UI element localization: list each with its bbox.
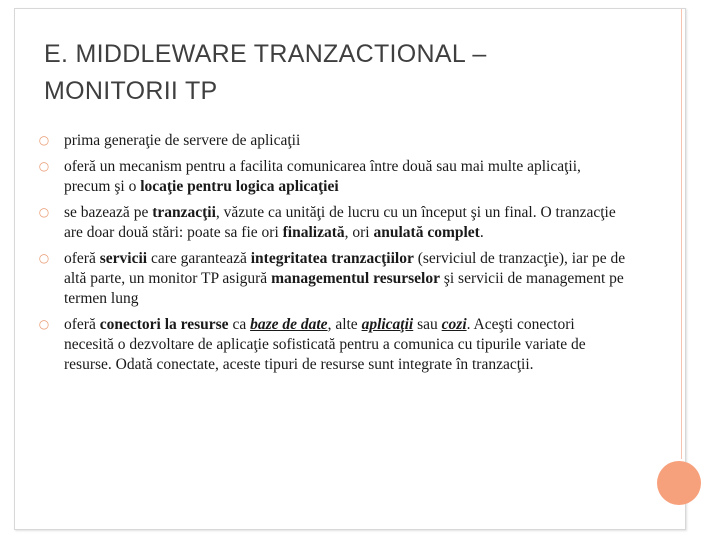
bullet-text-segment: cozi	[441, 316, 467, 333]
bullet-text-segment: finalizată	[282, 224, 345, 241]
accent-vertical-line	[681, 9, 682, 459]
bullet-text-segment: , văzute ca unităţi de lucru cu un început şi un final. O tranzacţie are doar două stări: poate sa fie ori	[64, 204, 616, 241]
bullet-text-segment: baze de date	[250, 316, 328, 333]
bullet-circle-icon: ○	[38, 159, 50, 173]
bullet-text-segment: oferă	[64, 316, 100, 333]
bullet-text-segment: oferă	[64, 250, 100, 267]
bullet-item	[36, 315, 626, 375]
bullet-circle-icon: ○	[38, 317, 50, 331]
bullet-circle-icon: ○	[38, 251, 50, 265]
bullet-text-segment: sau	[413, 316, 442, 333]
slide-title-line-1: E. MIDDLEWARE TRANZACTIONAL –	[44, 40, 487, 68]
bullet-text-segment: , ori	[344, 224, 374, 241]
bullet-text-segment: , alte	[327, 316, 362, 333]
bullet-item	[36, 157, 626, 197]
bullet-text-segment: conectori la resurse	[99, 316, 229, 333]
slide-title-line-2: MONITORII TP	[44, 77, 218, 105]
bullet-circle-icon: ○	[38, 133, 50, 147]
bullet-circle-icon: ○	[38, 205, 50, 219]
bullet-item	[36, 131, 626, 151]
bullet-text-segment: şi servicii de management pe termen lung	[64, 270, 624, 307]
bullet-text-segment: care garantează	[147, 250, 251, 267]
bullet-text-segment: integritatea tranzacţiilor	[250, 250, 414, 267]
accent-circle	[657, 461, 701, 505]
bullet-text-segment: servicii	[99, 250, 148, 267]
bullet-text-segment: managementul resurselor	[271, 270, 440, 287]
bullet-text-segment: ca	[228, 316, 251, 333]
bullet-text-segment: aplicaţii	[361, 316, 414, 333]
bullet-text-segment: se bazează pe	[64, 204, 153, 221]
bullet-text-segment: anulată complet	[373, 224, 480, 241]
bullet-list	[36, 131, 626, 381]
bullet-text-segment: . Aceşti conectori necesită o dezvoltare de aplicaţie sofisticată pentru a comunica cu tipurile variate de resurse. Odată conectate, aceste tipuri de resurse sunt integrate în tranzacţii.	[64, 316, 586, 373]
bullet-text-segment: prima generaţie de servere de aplicaţii	[64, 132, 301, 149]
bullet-text-segment: tranzacţii	[152, 204, 216, 221]
bullet-text-segment: .	[479, 224, 484, 241]
bullet-text-segment: locaţie pentru logica aplicaţiei	[140, 178, 339, 195]
slide-title	[44, 36, 604, 110]
bullet-text-segment: (serviciul de tranzacţie), iar pe de altă parte, un monitor TP asigură	[64, 250, 626, 287]
bullet-text-segment: oferă un mecanism pentru a facilita comunicarea între două sau mai multe aplicaţii, precum şi o	[64, 158, 581, 195]
bullet-item	[36, 249, 626, 309]
bullet-item	[36, 203, 626, 243]
